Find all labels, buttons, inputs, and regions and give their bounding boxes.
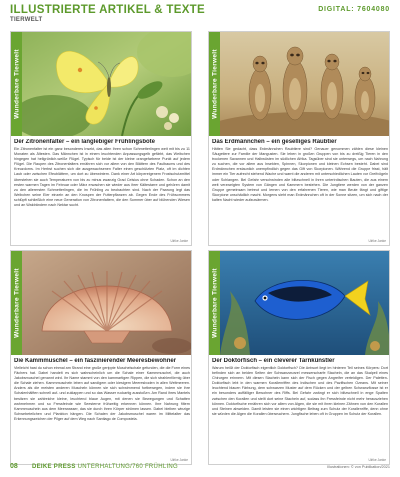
surgeonfish-image xyxy=(220,251,390,355)
meerkat-image xyxy=(220,32,390,136)
page-subtitle: TIERWELT xyxy=(10,17,43,23)
category-tab xyxy=(11,251,22,355)
publisher-name: DEIKE PRESS xyxy=(32,464,76,470)
category-tab-label: Wunderbare Tierwelt xyxy=(211,268,218,338)
article-card-butterfly xyxy=(10,31,192,246)
article-body: Vielleicht hast du schon einmal am Strand eine große gerippte Muschelschale gefunden, die die Form eines Fächers hat. Dabei handelt es sich wahrscheinlich um die Schale einer Kammmuschel, die auch Jakobsmuschel genannt wird. Ihr Name stammt von den kammartigen Rippen, die sich strahlenförmig über die Schale ziehen. Kammmuscheln leben auf sandigem oder kiesigem Meeresboden in allen Weltmeeren. Anders als die meisten anderen Muscheln können sie sich schwimmend fortbewegen, indem sie ihre Schalenhälften schnell auf- und zuklappen und so das Wasser ruckartig ausstoßen. Am Rand ihres Mantels besitzen sie zahlreiche kleine, leuchtend blaue Augen, mit denen sie Bewegungen und Schatten wahrnehmen und so Fressfeinde wie Seesterne frühzeitig erkennen können. Ihre Nahrung filtern Kammmuscheln aus dem Meerwasser, das sie durch ihren Körper strömen lassen. Dabei bleiben winzige Schwebeteilchen und Plankton hängen. Die Schalen der Jakobsmuschel waren im Mittelalter das Erkennungszeichen der Pilger auf dem Weg nach Santiago de Compostela. xyxy=(14,366,190,421)
butterfly-illustration xyxy=(22,32,192,136)
article-card-surgeonfish xyxy=(208,250,390,465)
scallop-illustration xyxy=(22,251,192,355)
page-header xyxy=(10,4,390,28)
scallop-image xyxy=(22,251,192,355)
series-name: UNTERHALTUNG/760 FRÜHLING xyxy=(77,464,179,470)
article-title: Die Kammmuschel – ein faszinierender Meeresbewohner xyxy=(14,358,177,364)
article-title: Der Zitronenfalter – ein langlebiger Frühlingsbote xyxy=(14,139,156,145)
article-credit: Ulrike Janke xyxy=(368,239,386,243)
article-credit: Ulrike Janke xyxy=(170,239,188,243)
digital-code: DIGITAL: 7604080 xyxy=(318,6,390,13)
article-card-scallop xyxy=(10,250,192,465)
category-tab-label: Wunderbare Tierwelt xyxy=(211,49,218,119)
category-tab xyxy=(209,251,220,355)
article-credit: Ulrike Janke xyxy=(368,458,386,462)
category-tab xyxy=(11,32,22,136)
page-footer xyxy=(0,458,400,477)
page-number: 08 xyxy=(10,463,18,470)
category-tab-label: Wunderbare Tierwelt xyxy=(13,268,20,338)
article-body: Hätten Sie gedacht, dass Erdmännchen Raubtiere sind? Genauer genommen zählen diese kleinen Säugetiere zur Familie der Mangusten. Sie leben in großen Gruppen von bis zu dreißig Tieren in den trockenen Savannen und Halbwüsten im südlichen Afrika. Tagsüber sind sie unterwegs, um nach Nahrung zu suchen, die vor allem aus Insekten, Spinnen, Skorpionen und kleinen Echsen besteht. Dabei sind Erdmännchen erstaunlich unempfindlich gegen das Gift von Skorpionen. Während die Gruppe frisst, hält immer ein Tier aufrecht stehend Wache und warnt die anderen mit unterschiedlichen Lauten vor Greifvögeln oder Schlangen. Bei Gefahr verschwinden alle blitzschnell in ihren unterirdischen Bauten, die aus einem weit verzweigten System von Gängen und Kammern bestehen. Die Jungtiere werden von der ganzen Gruppe gemeinsam betreut und lernen von den erfahrenen Tieren, wie man Beute fängt und giftige Skorpione unschädlich macht. Morgens sieht man Erdmännchen oft in der Sonne sitzen, um sich nach der kalten Nacht wieder aufzuwärmen. xyxy=(212,147,388,202)
article-card-meerkat xyxy=(208,31,390,246)
butterfly-image xyxy=(22,32,192,136)
category-tab xyxy=(209,32,220,136)
surgeonfish-illustration xyxy=(220,251,390,355)
footer-publisher-line xyxy=(32,464,178,470)
page-title: ILLUSTRIERTE ARTIKEL & TEXTE xyxy=(10,4,205,16)
category-tab-label: Wunderbare Tierwelt xyxy=(13,49,20,119)
meerkat-illustration xyxy=(220,32,390,136)
copyright-note: Illustrationen: © von Publikation/2021 xyxy=(327,465,390,469)
article-title: Der Doktorfisch – ein cleverer Tarnkünstler xyxy=(212,358,335,364)
article-credit: Ulrike Janke xyxy=(170,458,188,462)
article-body: Warum heißt der Doktorfisch eigentlich Doktorfisch? Die Antwort liegt im hinteren Teil seines Körpers: Dort befinden sich an beiden Seiten der Schwanzwurzel messerscharfe Stacheln, die an das Skalpell eines Chirurgen erinnern. Mit diesen Stacheln kann sich der Fisch gegen Angreifer verteidigen. Der Paletten-Doktorfisch lebt in den warmen Korallenriffen des Indischen und des Pazifischen Ozeans. Mit seiner leuchtend blauen Färbung, dem schwarzen Muster auf dem Rücken und der gelben Schwanzflosse ist er ein besonders auffälliger Bewohner des Riffs. Bei Gefahr zwängt er sich blitzschnell in enge Spalten zwischen den Korallen und stellt dort seine Stacheln auf, sodass ihn Fressfeinde nicht mehr herausziehen können. Doktorfische ernähren sich vor allem von Algen, die sie mit ihren kleinen Zähnen von den Korallen und Steinen abweiden. Damit leisten sie einen wichtigen Beitrag zum Schutz der Korallenriffe, denn ohne sie würden die Algen die Korallen überwuchern. Jungfische leben oft in Gruppen im Schutz der Korallen. xyxy=(212,366,388,416)
article-title: Das Erdmännchen – ein geselliges Raubtier xyxy=(212,139,337,145)
article-body: Ein Zitronenfalter ist ein ganz besonderes Insekt, das allen Ihren schon Schmetterlingen weit mit bis zu 11 Monaten als Ältesten. Das Männchen ist in einem leuchtenden Anpassungsgelb gefärbt, das Weibchen hingegen hat hellgrünlich-weiße Flügel. Typisch für beide ist der kleine orangefarbene Punkt auf jedem Flügel. Die Raupen des Zitronenfalters ernähren sich vor allem von den Blättern des Faulbaums und des Kreuzdorns. Im Herbst suchen sich die ausgewachsenen Falter einen geschützten Platz, oft im dichten Laub oder zwischen Efeublättern, um dort zu überwintern. Dank einer Art körpereigenem Frostschutzmittel überstehen sie auch Temperaturen von bis zu minus zwanzig Grad Celsius ohne Schaden. Schon an den ersten warmen Tagen im Februar oder März erwachen sie wieder aus ihrer Kältestarre und gehören damit zu den allerersten Schmetterlingen, die im Frühling zu beobachten sind. Nach der Paarung legt das Weibchen seine Eier einzeln an den Knospen der Futterpflanzen ab. Gegen Ende des Frühsommers schlüpft schließlich eine neue Generation von Zitronenfaltern, die den Sommer über auf blühenden Wiesen und an Waldrändern nach Nektar sucht. xyxy=(14,147,190,208)
